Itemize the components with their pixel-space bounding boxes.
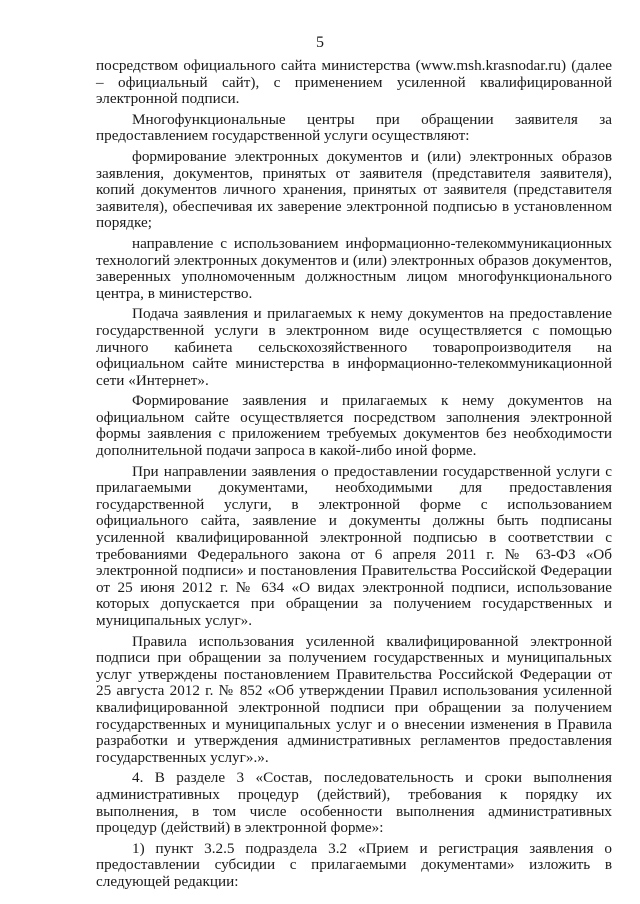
paragraph: направление с использованием информационно-телекоммуникационных технологий электронных документов и (или) электронных образов документов, заверенных уполномоченным должностным лицом многофункционального центра, в министерство. xyxy=(96,234,612,302)
paragraph: формирование электронных документов и (или) электронных образов заявления, документов, принятых от заявителя (представителя заявителя), копий документов личного хранения, принятых от заявителя (представителя заявителя), обеспечивая их заверение электронной подписью в установленном порядке; xyxy=(96,147,612,232)
paragraph: При направлении заявления о предоставлении государственной услуги с прилагаемыми документами, необходимыми для предоставления государственной услуги, в электронной форме с использованием официального сайта, заявление и документы должны быть подписаны усиленной квалифицированной электронной подписью в соответствии с требованиями Федерального закона от 6 апреля 2011 г. № 63-ФЗ «Об электронной подписи» и постановления Правительства Российской Федерации от 25 июня 2012 г. № 634 «О видах электронной подписи, использование которых допускается при обращении за получением государственных и муниципальных услуг». xyxy=(96,462,612,629)
paragraph: Правила использования усиленной квалифицированной электронной подписи при обращении за получением государственных и муниципальных услуг утверждены постановлением Правительства Российской Федерации от 25 августа 2012 г. № 852 «Об утверждении Правил использования усиленной квалифицированной электронной подписи при обращении за получением государственных и муниципальных услуг и о внесении изменения в Правила разработки и утверждения административных регламентов предоставления государственных услуг».». xyxy=(96,632,612,766)
paragraph: Формирование заявления и прилагаемых к нему документов на официальном сайте осуществляется посредством заполнения электронной формы заявления с приложением требуемых документов без необходимости дополнительной подачи запроса в какой-либо иной форме. xyxy=(96,392,612,460)
paragraph: Многофункциональные центры при обращении заявителя за предоставлением государственной услуги осуществляют: xyxy=(96,110,612,145)
paragraph: Подача заявления и прилагаемых к нему документов на предоставление государственной услуги в электронном виде осуществляется с помощью личного кабинета сельскохозяйственного товаропроизводителя на официальном сайте министерства в информационно-телекоммуникационной сети «Интернет». xyxy=(96,305,612,389)
page-number: 5 xyxy=(316,34,324,51)
paragraph: 4. В разделе 3 «Состав, последовательность и сроки выполнения административных процедур (действий), требования к порядку их выполнения, в том числе особенности выполнения административных процедур (действий) в электронной форме»: xyxy=(96,769,612,837)
paragraph: посредством официального сайта министерства (www.msh.krasnodar.ru) (далее – официальный сайт), с применением усиленной квалифицированной электронной подписи. xyxy=(96,57,612,108)
document-body xyxy=(96,58,612,895)
paragraph: 1) пункт 3.2.5 подраздела 3.2 «Прием и регистрация заявления о предоставлении субсидии с прилагаемыми документами» изложить в следующей редакции: xyxy=(96,839,612,890)
